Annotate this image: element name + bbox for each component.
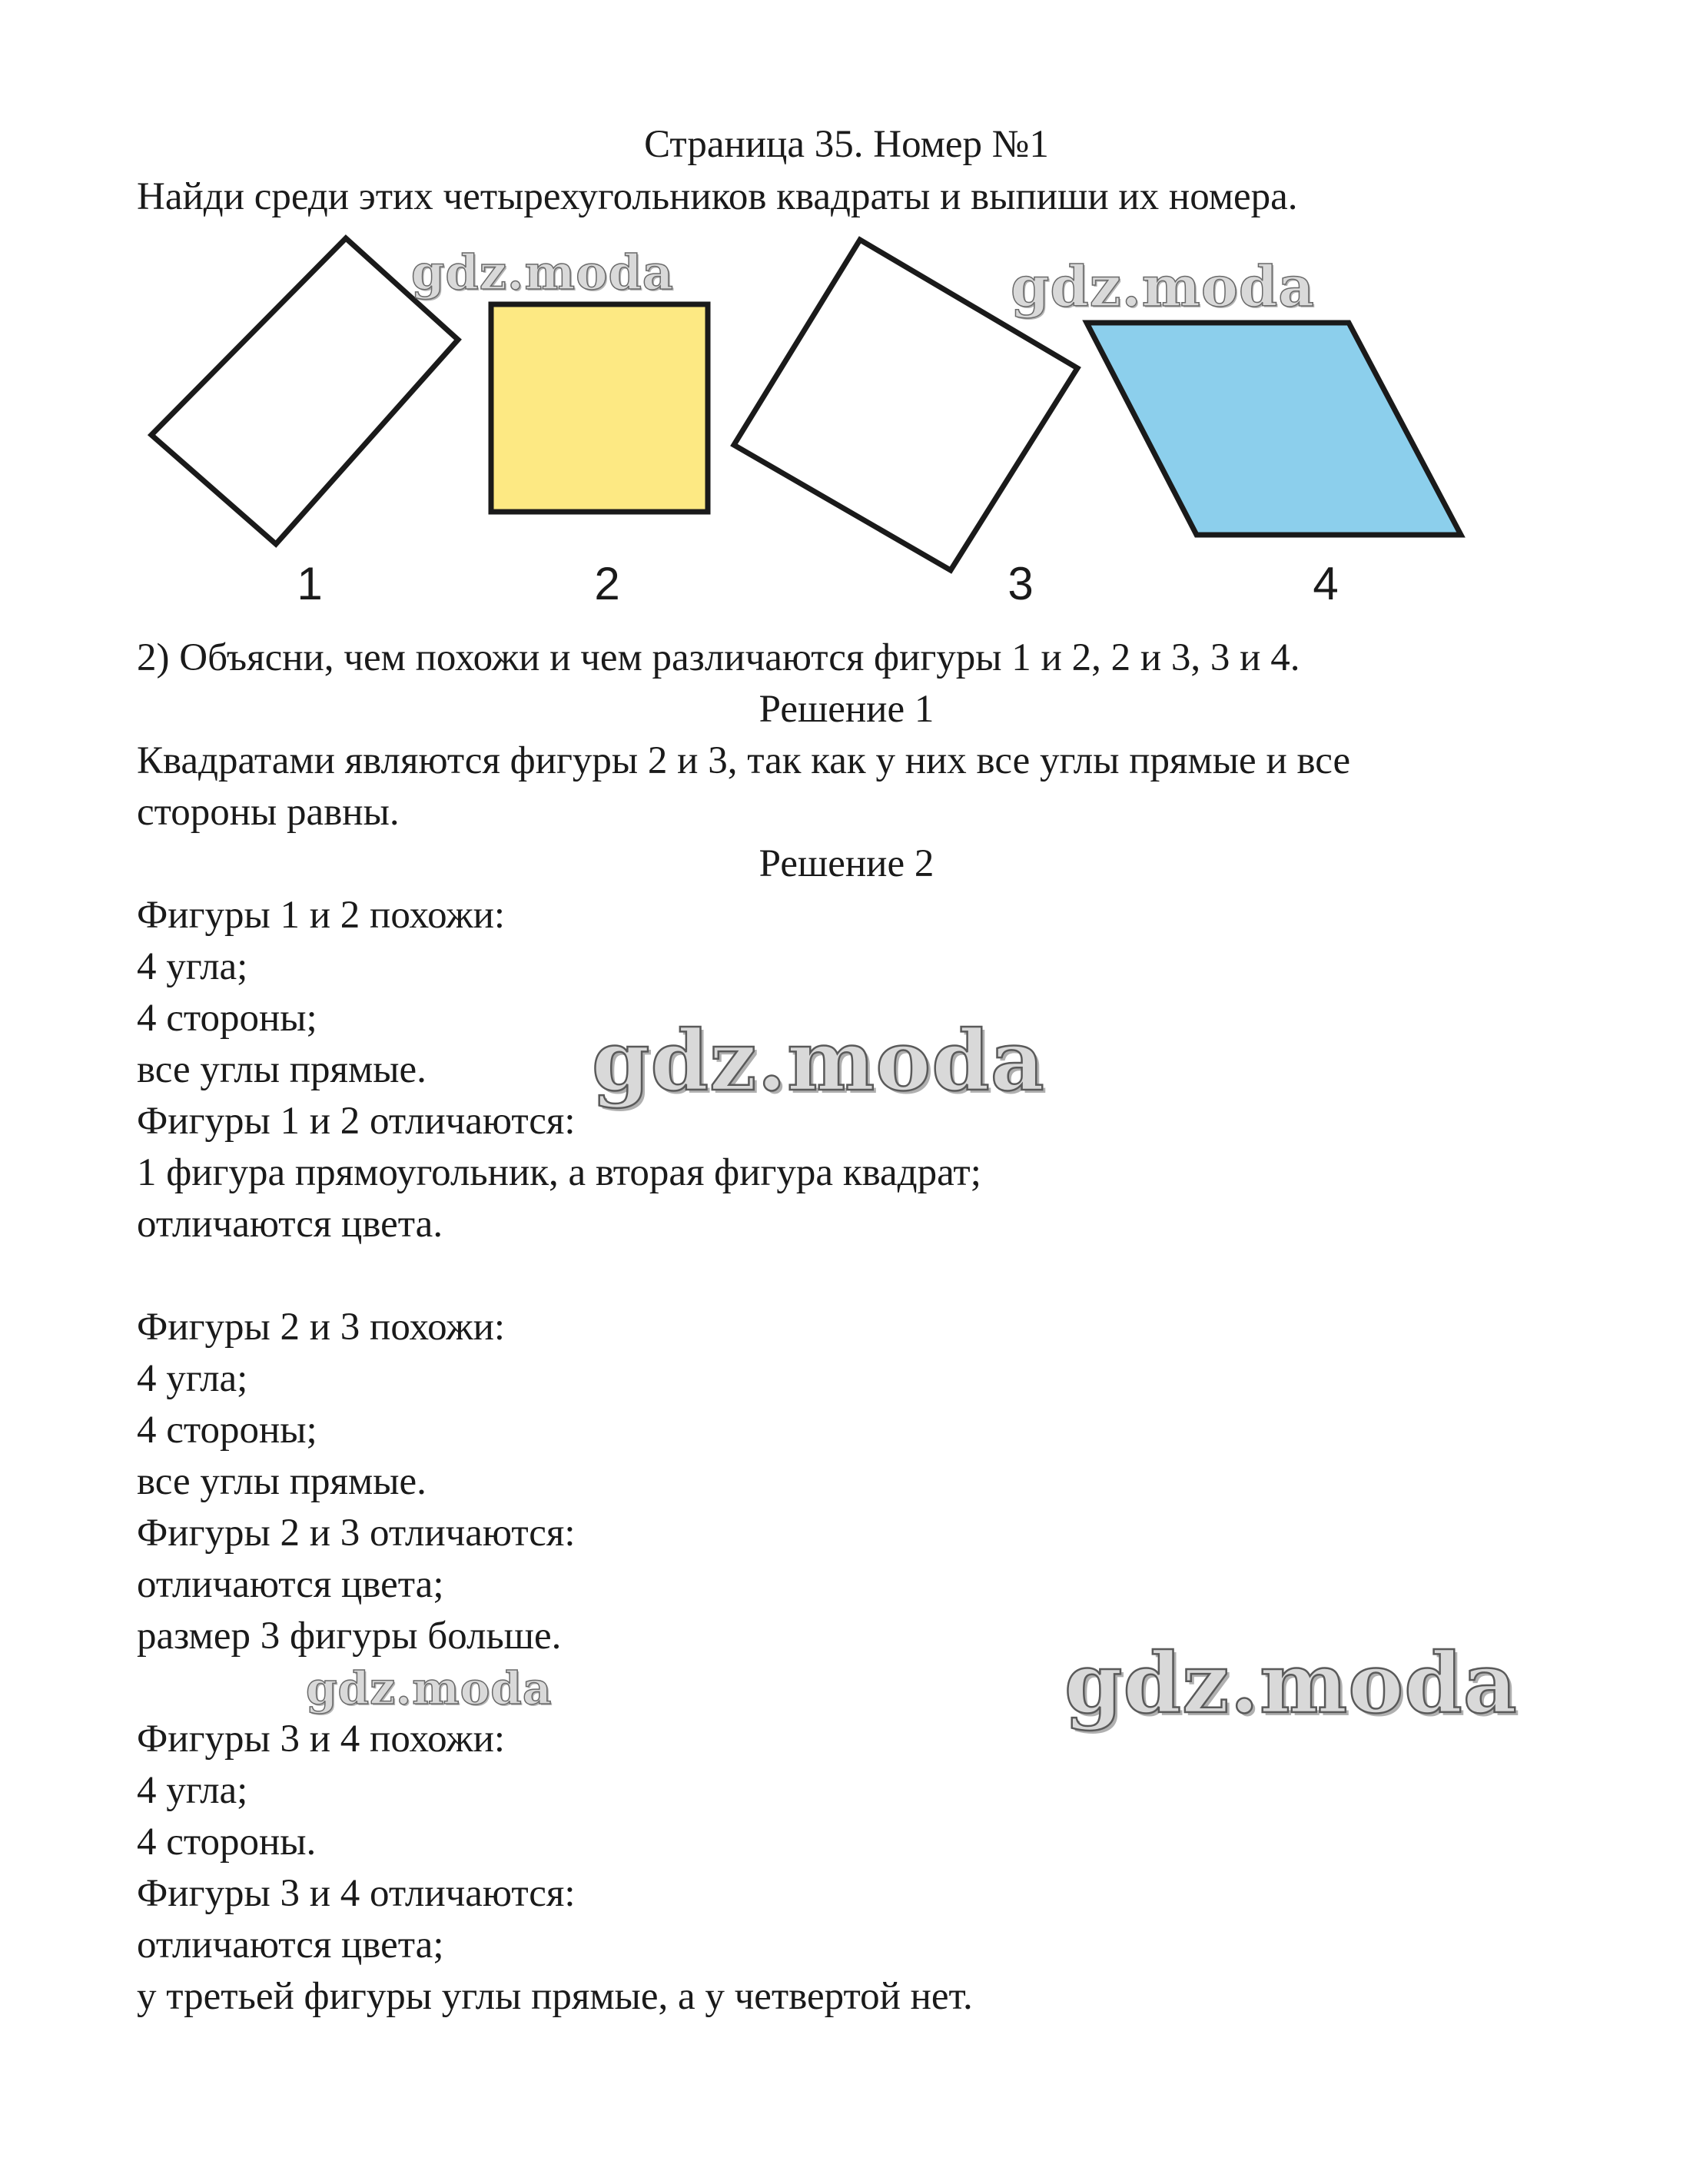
solution-2-line: 4 угла; <box>137 1769 248 1812</box>
solution-2-line: 4 стороны; <box>137 1409 317 1452</box>
solution-2-line: Фигуры 3 и 4 отличаются: <box>137 1872 576 1915</box>
watermark: gdz.moda <box>1064 1635 1518 1732</box>
solution-2-line: Фигуры 2 и 3 похожи: <box>137 1306 506 1349</box>
figure-4-rhombus <box>1087 323 1461 535</box>
solution-2-line: у третьей фигуры углы прямые, а у четвертой нет. <box>137 1975 973 2018</box>
figure-4-label: 4 <box>1313 558 1339 609</box>
figure-2-square <box>491 304 708 512</box>
solution-2-line: 1 фигура прямоугольник, а вторая фигура квадрат; <box>137 1151 981 1194</box>
watermark: gdz.moda <box>411 244 674 300</box>
watermark: gdz.moda <box>1011 254 1315 319</box>
watermark: gdz.moda <box>306 1662 553 1714</box>
solution-2-line: все углы прямые. <box>137 1460 427 1503</box>
solution-1-heading: Решение 1 <box>759 688 934 731</box>
task-2-text: 2) Объясни, чем похожи и чем различаются фигуры 1 и 2, 2 и 3, 3 и 4. <box>137 636 1300 679</box>
page-title: Страница 35. Номер №1 <box>644 123 1049 166</box>
figure-3-label: 3 <box>1008 558 1034 609</box>
solution-2-line: Фигуры 3 и 4 похожи: <box>137 1718 506 1761</box>
figure-2-label: 2 <box>594 558 620 609</box>
solution-2-line: Фигуры 1 и 2 отличаются: <box>137 1100 576 1143</box>
solution-1-line-1: Квадратами являются фигуры 2 и 3, так как у них все углы прямые и все <box>137 739 1351 782</box>
solution-2-line: отличаются цвета. <box>137 1203 443 1246</box>
solution-2-line: 4 стороны. <box>137 1821 317 1864</box>
solution-2-line: 4 угла; <box>137 945 248 988</box>
solution-2-line: Фигуры 2 и 3 отличаются: <box>137 1512 576 1555</box>
solution-2-line: размер 3 фигуры больше. <box>137 1615 562 1658</box>
watermark: gdz.moda <box>592 1013 1045 1110</box>
solution-2-line: отличаются цвета; <box>137 1923 444 1967</box>
solution-2-line: 4 угла; <box>137 1357 248 1400</box>
solution-2-line: Фигуры 1 и 2 похожи: <box>137 894 506 937</box>
solution-2-line: все углы прямые. <box>137 1048 427 1091</box>
solution-2-line: 4 стороны; <box>137 997 317 1040</box>
figure-1-label: 1 <box>297 558 323 609</box>
solution-2-line: отличаются цвета; <box>137 1563 444 1606</box>
task-1-text: Найди среди этих четырехугольников квадраты и выпиши их номера. <box>137 175 1298 218</box>
solution-1-line-2: стороны равны. <box>137 791 400 834</box>
solution-2-heading: Решение 2 <box>759 842 934 885</box>
